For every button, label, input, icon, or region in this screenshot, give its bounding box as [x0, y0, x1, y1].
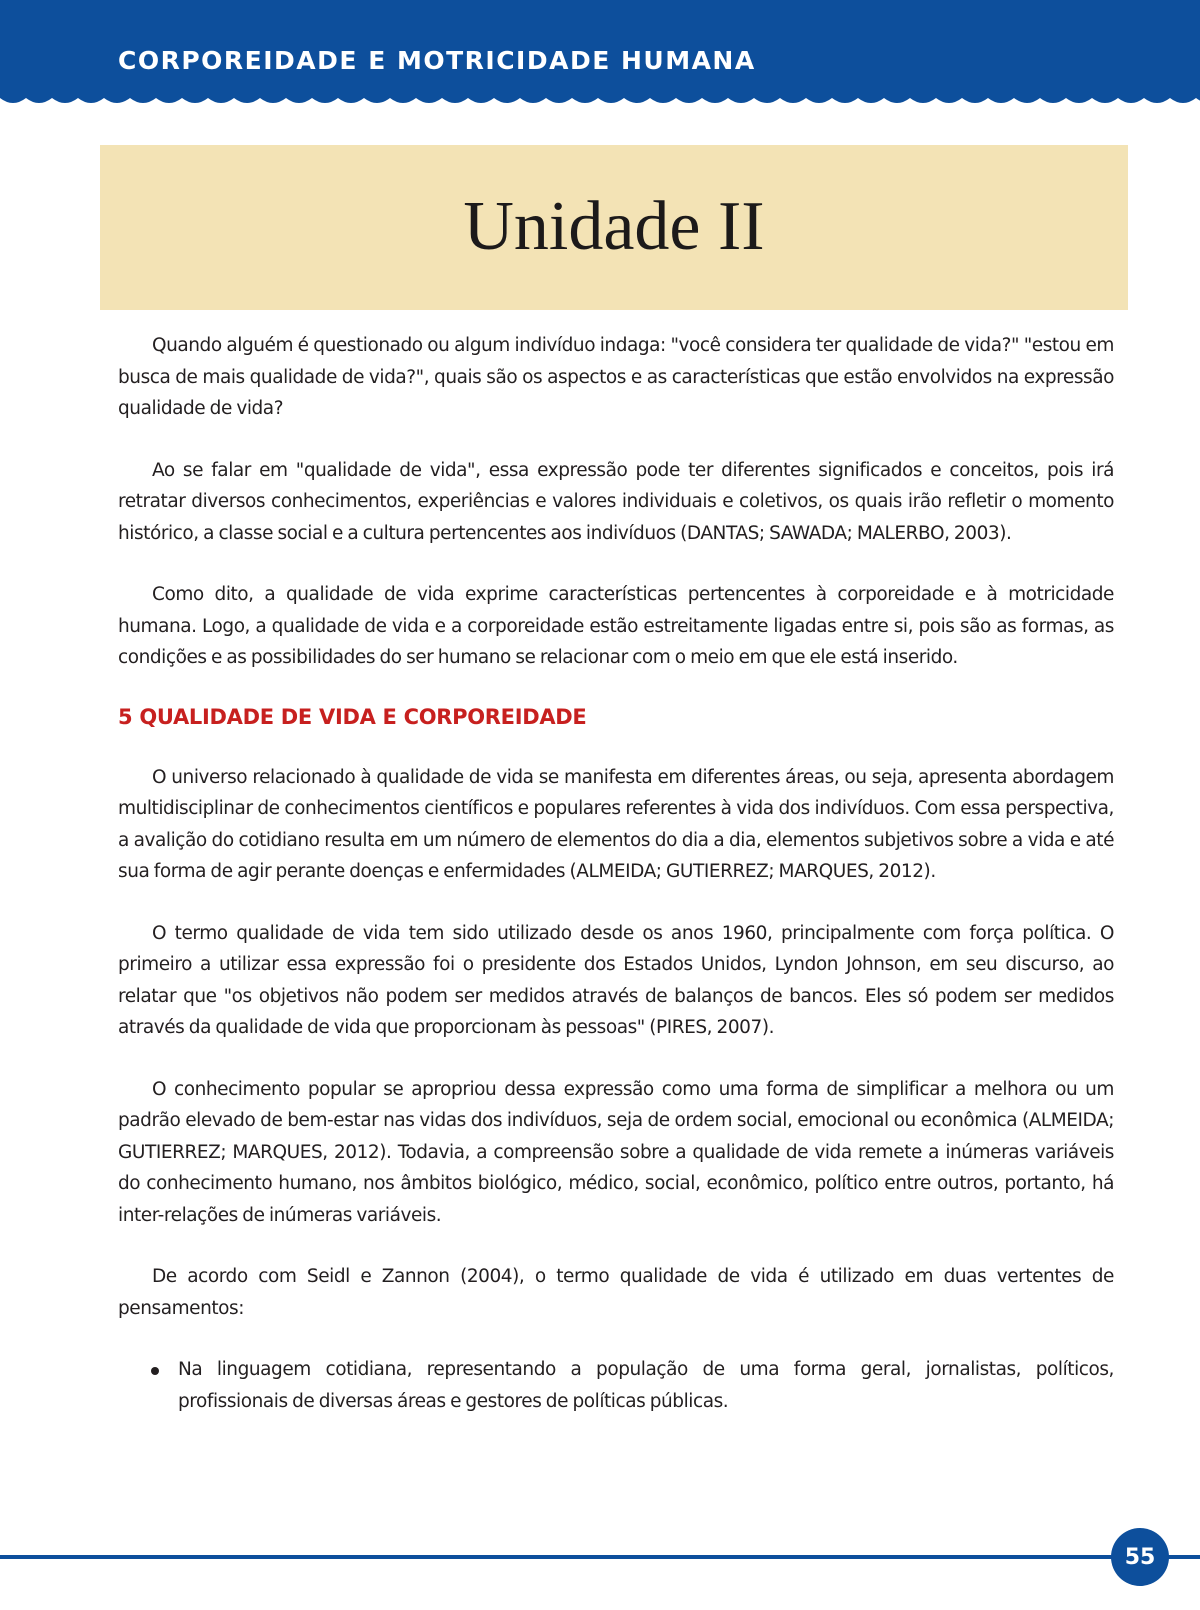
page-body [118, 330, 1114, 1417]
bullet-text: Na linguagem cotidiana, representando a população de uma forma geral, jornalistas, políticos, profissionais de diversas áreas e gestores de políticas públicas. [178, 1359, 1114, 1412]
body-paragraph: Quando alguém é questionado ou algum indivíduo indaga: "você considera ter qualidade de vida?" "estou em busca de mais qualidade de vida?", quais são os aspectos e as características que estão envolvidos na expressão qualidade de vida? [118, 335, 1114, 419]
bullet-item [118, 1354, 1114, 1417]
body-paragraph: O conhecimento popular se apropriou dessa expressão como uma forma de simplificar a melhora ou um padrão elevado de bem-estar nas vidas dos indivíduos, seja de ordem social, emocional ou econômica (ALMEIDA; GUTIERREZ; MARQUES, 2012). Todavia, a compreensão sobre a qualidade de vida remete a inúmeras variáveis do conhecimento humano, nos âmbitos biológico, médico, social, econômico, político entre outros, portanto, há inter-relações de inúmeras variáveis. [118, 1078, 1114, 1226]
header-band [0, 0, 1200, 98]
bullet-dot-icon [151, 1367, 159, 1375]
running-header-title: CORPOREIDADE E MOTRICIDADE HUMANA [118, 46, 756, 75]
unit-title-box [100, 145, 1128, 310]
header-wave-border [0, 86, 1200, 110]
body-paragraph: Ao se falar em "qualidade de vida", essa expressão pode ter diferentes significados e conceitos, pois irá retratar diversos conhecimentos, experiências e valores individuais e coletivos, os quais irão refletir o momento histórico, a classe social e a cultura pertencentes aos indivíduos (DANTAS; SAWADA; MALERBO, 2003). [118, 459, 1114, 544]
bullet-list [118, 1354, 1114, 1417]
page-number-badge [1111, 1528, 1169, 1586]
section-heading: 5 QUALIDADE DE VIDA E CORPOREIDADE [118, 704, 587, 729]
body-paragraph: O universo relacionado à qualidade de vida se manifesta em diferentes áreas, ou seja, apresenta abordagem multidisciplinar de conhecimentos científicos e populares referentes à vida dos indivíduos. Com essa perspectiva, a avalição do cotidiano resulta em um número de elementos do dia a dia, elementos subjetivos sobre a vida e até sua forma de agir perante doenças e enfermidades (ALMEIDA; GUTIERREZ; MARQUES, 2012). [118, 766, 1114, 882]
body-paragraph: De acordo com Seidl e Zannon (2004), o termo qualidade de vida é utilizado em duas vertentes de pensamentos: [118, 1266, 1114, 1319]
body-paragraph: O termo qualidade de vida tem sido utilizado desde os anos 1960, principalmente com força política. O primeiro a utilizar essa expressão foi o presidente dos Estados Unidos, Lyndon Johnson, em seu discurso, ao relatar que "os objetivos não podem ser medidos através de balanços de bancos. Eles só podem ser medidos através da qualidade de vida que proporcionam às pessoas" (PIRES, 2007). [118, 922, 1114, 1038]
unit-title: Unidade II [463, 188, 765, 265]
page-number: 55 [1124, 1544, 1156, 1570]
footer-rule [0, 1555, 1200, 1559]
body-paragraph: Como dito, a qualidade de vida exprime características pertencentes à corporeidade e à motricidade humana. Logo, a qualidade de vida e a corporeidade estão estreitamente ligadas entre si, pois são as formas, as condições e as possibilidades do ser humano se relacionar com o meio em que ele está inserido. [118, 584, 1114, 668]
